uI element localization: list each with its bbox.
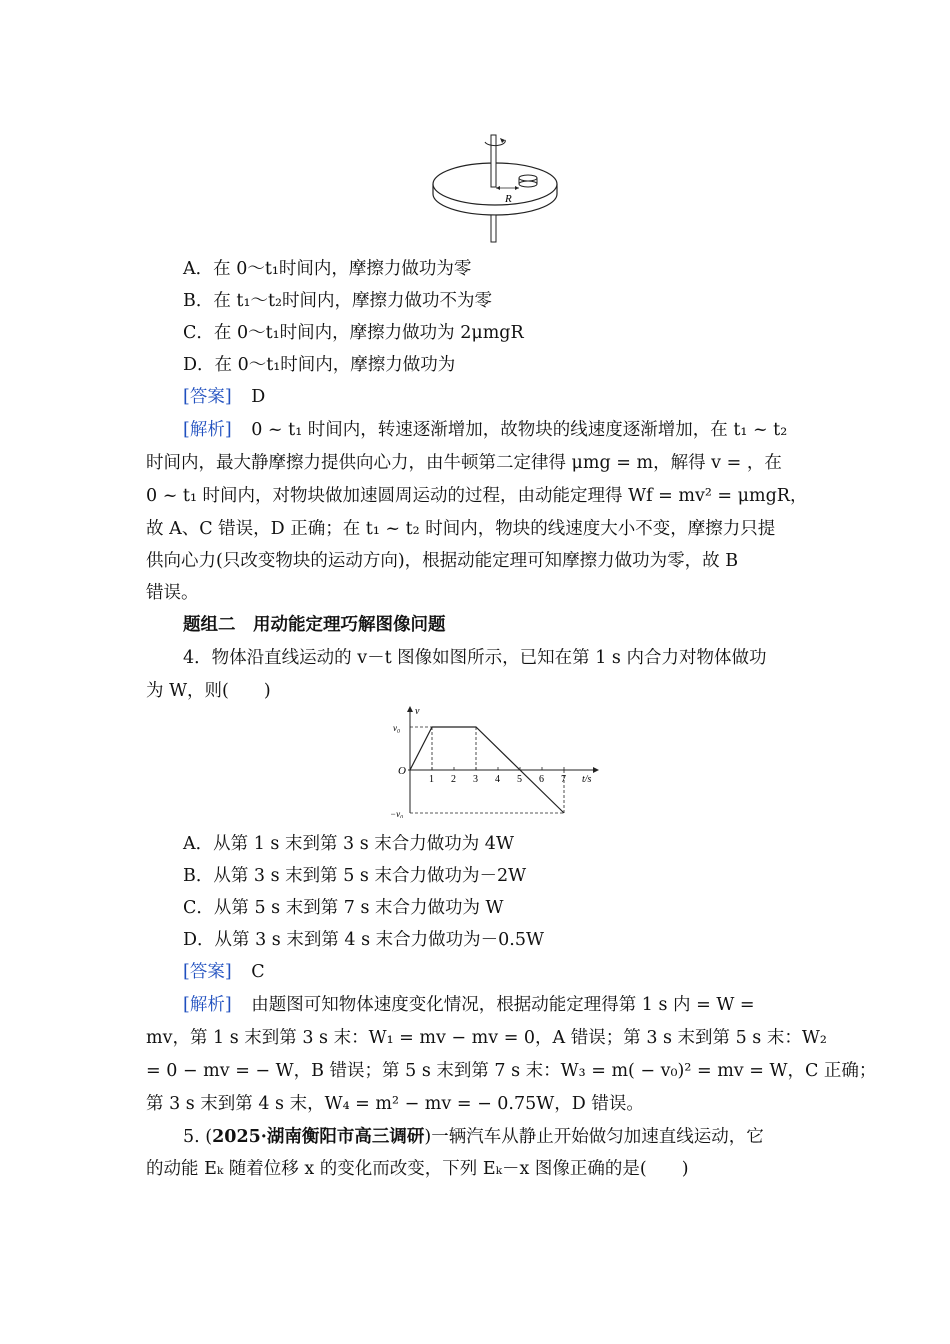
q3-option-b: B．在 t₁～t₂时间内，摩擦力做功不为零 [183, 291, 493, 311]
analysis-tag: [解析] [183, 995, 232, 1015]
q4-answer [183, 961, 265, 983]
analysis-text: 0 ~ t₁ 时间内，转速逐渐增加，故物块的线速度逐渐增加，在 t₁ ~ t₂ [251, 420, 788, 440]
q3-analysis-line-4: 故 A、C 错误，D 正确；在 t₁ ~ t₂ 时间内，物块的线速度大小不变，摩擦力只提 [146, 519, 776, 539]
q4-analysis-line-3: = 0 − mv = − W，B 错误；第 5 s 末到第 7 s 末：W₃ = m( − v₀)² = mv = W，C 正确； [146, 1061, 877, 1081]
x-tick-label: 6 [539, 774, 544, 785]
section-title: 题组二 用动能定理巧解图像问题 [183, 615, 446, 635]
answer-value: D [251, 387, 266, 407]
x-tick-label: 7 [561, 774, 566, 785]
q3-option-c: C．在 0～t₁时间内，摩擦力做功为 2μmgR [183, 323, 524, 343]
q4-option-c: C．从第 5 s 末到第 7 s 末合力做功为 W [183, 898, 504, 918]
q3-analysis-line-3: 0 ~ t₁ 时间内，对物块做加速圆周运动的过程，由动能定理得 Wf = mv² = μmgR， [146, 486, 808, 506]
q4-analysis-line-2: mv，第 1 s 末到第 3 s 末：W₁ = mv − mv = 0，A 错误；第 3 s 末到第 5 s 末：W₂ [146, 1028, 827, 1048]
q3-analysis-line-2: 时间内，最大静摩擦力提供向心力，由牛顿第二定律得 μmg = m，解得 v = ，在 [146, 453, 782, 473]
answer-tag: [答案] [183, 387, 232, 407]
y-tick-label-neg-v0: −v₀ [390, 809, 404, 818]
x-axis-label: t/s [582, 774, 592, 785]
x-tick-label: 4 [495, 774, 500, 785]
q5-rest: )一辆汽车从静止开始做匀加速直线运动，它 [424, 1127, 764, 1147]
q4-stem-line-1: 4．物体沿直线运动的 v－t 图像如图所示，已知在第 1 s 内合力对物体做功 [183, 648, 767, 668]
vt-graph [390, 703, 605, 818]
q4-stem-line-2: 为 W，则( ) [146, 681, 271, 701]
q4-option-b: B．从第 3 s 末到第 5 s 末合力做功为－2W [183, 866, 527, 886]
x-tick-label: 2 [451, 774, 456, 785]
rotating-disc-figure [425, 127, 565, 247]
analysis-text: 由题图可知物体速度变化情况，根据动能定理得第 1 s 内 = W = [251, 995, 755, 1015]
q4-analysis-line-4: 第 3 s 末到第 4 s 末，W₄ = m² − mv = − 0.75W，D 错误。 [146, 1094, 644, 1114]
analysis-tag: [解析] [183, 420, 232, 440]
q3-analysis-line-5: 供向心力(只改变物块的运动方向)，根据动能定理可知摩擦力做功为零，故 B [146, 551, 739, 571]
q3-answer [183, 386, 265, 408]
q3-analysis-line-1 [183, 419, 787, 441]
x-tick-label: 5 [517, 774, 522, 785]
q4-analysis-line-1 [183, 994, 755, 1016]
q5-prefix: 5. ( [183, 1127, 213, 1147]
y-axis-label: v [415, 706, 420, 717]
q3-analysis-line-6: 错误。 [146, 583, 199, 603]
x-tick-label: 3 [473, 774, 478, 785]
y-tick-label-v0: v₀ [393, 723, 401, 733]
answer-value: C [251, 962, 265, 982]
radius-label: R [505, 193, 512, 205]
answer-tag: [答案] [183, 962, 232, 982]
x-tick-label: 1 [429, 774, 434, 785]
q5-source: 2025·湖南衡阳市高三调研 [212, 1127, 425, 1147]
q3-option-d: D．在 0～t₁时间内，摩擦力做功为 [183, 355, 456, 375]
q4-option-a: A．从第 1 s 末到第 3 s 末合力做功为 4W [183, 834, 514, 854]
q3-option-a: A．在 0～t₁时间内，摩擦力做功为零 [183, 259, 472, 279]
q5-stem-line-1 [183, 1126, 764, 1148]
q4-option-d: D．从第 3 s 末到第 4 s 末合力做功为－0.5W [183, 930, 544, 950]
q5-stem-line-2: 的动能 Eₖ 随着位移 x 的变化而改变，下列 Eₖ－x 图像正确的是( ) [146, 1159, 689, 1179]
origin-label: O [398, 765, 406, 777]
